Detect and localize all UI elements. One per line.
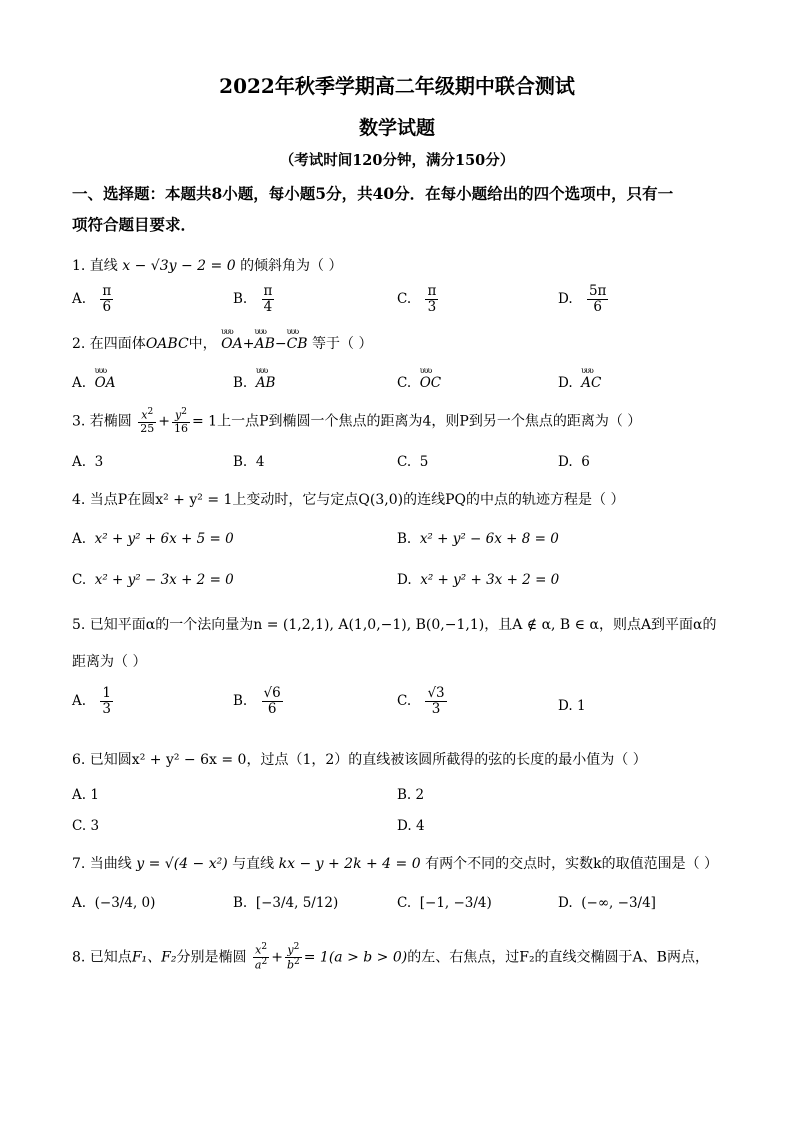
question-8: 8. 已知点F₁、F₂分别是椭圆 $\frac{x^2}{a^2}$ + $\frac{y^2}{b^2}$ = 1(a > b > 0)的左、右焦点，过F₂的直线交椭圆于A、B两点， [72, 942, 709, 972]
q6-option-b: B. 2 [397, 787, 425, 803]
q6-option-a: A. 1 [72, 787, 99, 803]
q5-option-c: C. $\frac{√3}{3}$ [397, 685, 445, 717]
q5-option-a: A. $\frac{1}{3}$ [72, 685, 111, 717]
q1-option-b: B. $\frac{\pi}{4}$ [233, 283, 273, 315]
question-2: 2. 在四面体OABC中， ʋʋʋ OA+ʋʋʋ AB−ʋʋʋ CB 等于（ ） [72, 333, 373, 353]
question-4: 4. 当点P在圆x² + y² = 1上变动时，它与定点Q(3,0)的连线PQ的中点的轨迹方程是（ ） [72, 492, 625, 508]
q2-option-c: C. ʋʋʋ OC [397, 375, 441, 391]
vector-ab: ʋʋʋ AB [254, 336, 274, 352]
question-5-line2: 距离为（ ） [72, 654, 147, 670]
q5-option-d: D. 1 [558, 698, 586, 714]
exam-info: （考试时间120分钟，满分150分） [279, 152, 515, 169]
q1-option-d: D. $\frac{5\pi}{6}$ [558, 283, 607, 315]
vector-cb: ʋʋʋ CB [287, 336, 308, 352]
q4-option-c: C. x² + y² − 3x + 2 = 0 [72, 572, 234, 588]
q1-tail: 的倾斜角为（ ） [240, 258, 343, 274]
q4-option-d: D. x² + y² + 3x + 2 = 0 [397, 572, 560, 588]
q1-prefix: 1. 直线 [72, 258, 118, 274]
q3-option-b: B. 4 [233, 454, 265, 470]
subject-title: 数学试题 [358, 117, 435, 139]
question-7: 7. 当曲线 y = √(4 − x²) 与直线 kx − y + 2k + 4 = 0 有两个不同的交点时，实数k的取值范围是（ ） [72, 856, 719, 872]
q2-option-d: D. ʋʋʋ AC [558, 375, 601, 391]
q2-option-b: B. ʋʋʋ AB [233, 375, 275, 391]
q1-option-c: C. $\frac{\pi}{3}$ [397, 283, 437, 315]
q4-option-a: A. x² + y² + 6x + 5 = 0 [72, 531, 234, 547]
q3-option-d: D. 6 [558, 454, 590, 470]
q4-option-b: B. x² + y² − 6x + 8 = 0 [397, 531, 559, 547]
q1-expr: x − √3y − 2 = 0 [122, 258, 236, 274]
vector-oa: ʋʋʋ OA [221, 336, 243, 352]
section-heading-line2: 项符合题目要求． [72, 215, 197, 234]
q7-option-b: B. [−3/4, 5/12) [233, 895, 339, 911]
q3-option-a: A. 3 [72, 454, 104, 470]
exam-title: 2022年秋季学期高二年级期中联合测试 [219, 74, 575, 98]
question-3: 3. 若椭圆 $\frac{x^2}{25}$ + $\frac{y^2}{16}$ = 1上一点P到椭圆一个焦点的距离为4，则P到另一个焦点的距离为（ ） [72, 407, 642, 435]
q5-option-b: B. $\frac{√6}{6}$ [233, 685, 281, 717]
q7-option-a: A. (−3/4, 0) [72, 895, 156, 911]
question-1 [72, 255, 343, 275]
section-heading-line1: 一、选择题：本题共8小题，每小题5分，共40分．在每小题给出的四个选项中，只有一 [72, 184, 674, 203]
question-5-line1: 5. 已知平面α的一个法向量为n = (1,2,1), A(1,0,−1), B(0,−1,1)，且A ∉ α, B ∈ α，则点A到平面α的 [72, 617, 717, 633]
q6-option-d: D. 4 [397, 818, 425, 834]
q6-option-c: C. 3 [72, 818, 100, 834]
q7-option-d: D. (−∞, −3/4] [558, 895, 656, 911]
q3-option-c: C. 5 [397, 454, 429, 470]
q7-option-c: C. [−1, −3/4) [397, 895, 492, 911]
question-6: 6. 已知圆x² + y² − 6x = 0，过点（1，2）的直线被该圆所截得的弦的长度的最小值为（ ） [72, 752, 647, 768]
q2-option-a: A. ʋʋʋ OA [72, 375, 115, 391]
q1-option-a: A. $\frac{\pi}{6}$ [72, 283, 112, 315]
